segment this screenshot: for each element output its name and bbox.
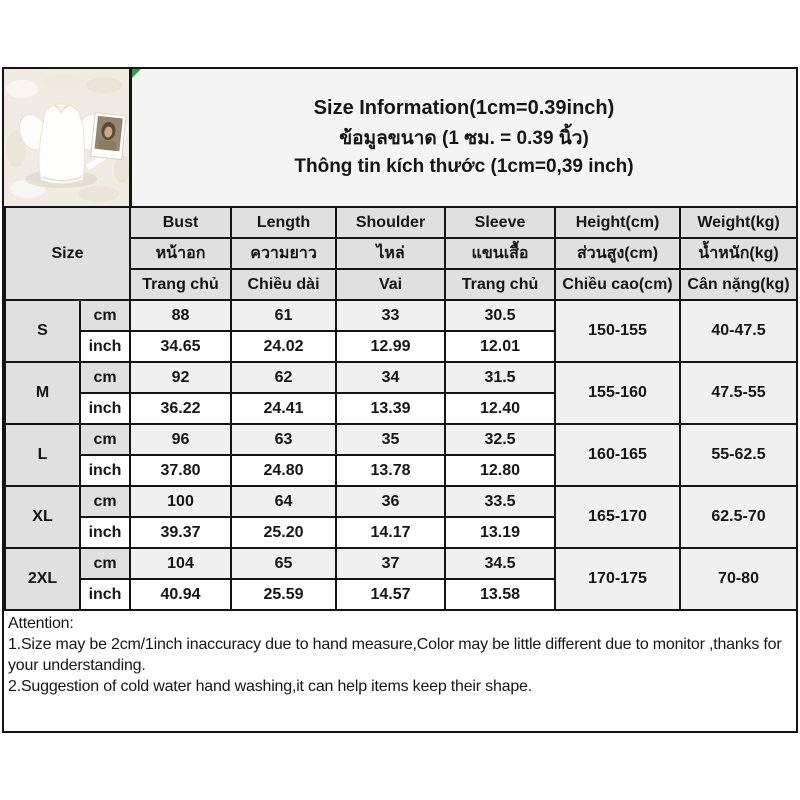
cell-m-length-cm: 62	[231, 362, 336, 393]
cell-2xl-sleeve-cm: 34.5	[445, 548, 555, 579]
row-s-cm	[5, 300, 797, 331]
cell-s-bust-inch: 34.65	[130, 331, 231, 362]
unit-inch: inch	[80, 579, 130, 610]
header-weight-vi: Cân nặng(kg)	[680, 269, 797, 300]
cell-xl-length-cm: 64	[231, 486, 336, 517]
cell-l-shoulder-inch: 13.78	[336, 455, 445, 486]
cell-xl-sleeve-inch: 13.19	[445, 517, 555, 548]
header-bust-en: Bust	[130, 207, 231, 238]
size-chart-sheet	[2, 67, 798, 733]
cell-2xl-shoulder-cm: 37	[336, 548, 445, 579]
cell-l-length-inch: 24.80	[231, 455, 336, 486]
cell-2xl-length-cm: 65	[231, 548, 336, 579]
header-shoulder-th: ไหล่	[336, 238, 445, 269]
unit-inch: inch	[80, 393, 130, 424]
cell-l-height: 160-165	[555, 424, 680, 486]
cell-xl-shoulder-cm: 36	[336, 486, 445, 517]
header-bust-th: หน้าอก	[130, 238, 231, 269]
cell-s-shoulder-cm: 33	[336, 300, 445, 331]
cell-s-height: 150-155	[555, 300, 680, 362]
cell-s-bust-cm: 88	[130, 300, 231, 331]
header-height-en: Height(cm)	[555, 207, 680, 238]
cell-2xl-bust-inch: 40.94	[130, 579, 231, 610]
cell-xl-height: 165-170	[555, 486, 680, 548]
cell-s-shoulder-inch: 12.99	[336, 331, 445, 362]
cell-xl-sleeve-cm: 33.5	[445, 486, 555, 517]
cell-2xl-height: 170-175	[555, 548, 680, 610]
unit-cm: cm	[80, 548, 130, 579]
header-length-en: Length	[231, 207, 336, 238]
cell-s-sleeve-inch: 12.01	[445, 331, 555, 362]
header-shoulder-en: Shoulder	[336, 207, 445, 238]
cell-m-sleeve-cm: 31.5	[445, 362, 555, 393]
cell-s-sleeve-cm: 30.5	[445, 300, 555, 331]
size-header: Size	[5, 207, 130, 300]
header-sleeve-en: Sleeve	[445, 207, 555, 238]
title-block	[132, 69, 796, 206]
cell-l-bust-inch: 37.80	[130, 455, 231, 486]
cell-l-weight: 55-62.5	[680, 424, 797, 486]
attention-note-2: 2.Suggestion of cold water hand washing,it can help items keep their shape.	[8, 678, 533, 695]
cell-s-weight: 40-47.5	[680, 300, 797, 362]
row-l-cm	[5, 424, 797, 455]
header-height-th: ส่วนสูง(cm)	[555, 238, 680, 269]
cell-xl-bust-inch: 39.37	[130, 517, 231, 548]
cell-l-bust-cm: 96	[130, 424, 231, 455]
product-photo-illustration	[4, 69, 129, 206]
cell-s-length-cm: 61	[231, 300, 336, 331]
cell-m-shoulder-inch: 13.39	[336, 393, 445, 424]
cell-l-shoulder-cm: 35	[336, 424, 445, 455]
attention-note-1: 1.Size may be 2cm/1inch inaccuracy due to hand measure,Color may be little different due to monitor ,thanks for your understanding.	[8, 636, 782, 674]
header-row	[4, 69, 796, 206]
cell-2xl-weight: 70-80	[680, 548, 797, 610]
cell-2xl-shoulder-inch: 14.57	[336, 579, 445, 610]
cell-xl-weight: 62.5-70	[680, 486, 797, 548]
cell-xl-shoulder-inch: 14.17	[336, 517, 445, 548]
cell-m-weight: 47.5-55	[680, 362, 797, 424]
header-sleeve-th: แขนเสื้อ	[445, 238, 555, 269]
cell-m-height: 155-160	[555, 362, 680, 424]
cell-l-length-cm: 63	[231, 424, 336, 455]
size-table	[4, 206, 798, 611]
header-length-vi: Chiều dài	[231, 269, 336, 300]
cell-l-sleeve-cm: 32.5	[445, 424, 555, 455]
cell-2xl-length-inch: 25.59	[231, 579, 336, 610]
cell-m-bust-inch: 36.22	[130, 393, 231, 424]
unit-cm: cm	[80, 362, 130, 393]
size-label-m: M	[5, 362, 80, 424]
cell-m-bust-cm: 92	[130, 362, 231, 393]
row-xl-cm	[5, 486, 797, 517]
title-vietnamese: Thông tin kích thước (1cm=0,39 inch)	[294, 156, 634, 177]
cell-xl-length-inch: 25.20	[231, 517, 336, 548]
unit-cm: cm	[80, 424, 130, 455]
header-sleeve-vi: Trang chủ	[445, 269, 555, 300]
header-weight-th: น้ำหนัก(kg)	[680, 238, 797, 269]
row-2xl-cm	[5, 548, 797, 579]
header-length-th: ความยาว	[231, 238, 336, 269]
header-bust-vi: Trang chủ	[130, 269, 231, 300]
header-height-vi: Chiều cao(cm)	[555, 269, 680, 300]
cell-2xl-sleeve-inch: 13.58	[445, 579, 555, 610]
cell-l-sleeve-inch: 12.80	[445, 455, 555, 486]
product-photo	[4, 69, 132, 206]
header-shoulder-vi: Vai	[336, 269, 445, 300]
unit-cm: cm	[80, 300, 130, 331]
unit-inch: inch	[80, 517, 130, 548]
row-m-cm	[5, 362, 797, 393]
title-thai: ข้อมูลขนาด (1 ซม. = 0.39 นิ้ว)	[339, 128, 589, 149]
unit-inch: inch	[80, 331, 130, 362]
cell-m-shoulder-cm: 34	[336, 362, 445, 393]
title-english: Size Information(1cm=0.39inch)	[313, 97, 615, 119]
header-row-english	[5, 207, 797, 238]
cell-m-sleeve-inch: 12.40	[445, 393, 555, 424]
size-label-l: L	[5, 424, 80, 486]
size-label-s: S	[5, 300, 80, 362]
size-label-2xl: 2XL	[5, 548, 80, 610]
header-weight-en: Weight(kg)	[680, 207, 797, 238]
cell-2xl-bust-cm: 104	[130, 548, 231, 579]
unit-cm: cm	[80, 486, 130, 517]
cell-xl-bust-cm: 100	[130, 486, 231, 517]
size-label-xl: XL	[5, 486, 80, 548]
corner-flag-icon	[132, 69, 141, 78]
cell-s-length-inch: 24.02	[231, 331, 336, 362]
unit-inch: inch	[80, 455, 130, 486]
attention-heading: Attention:	[8, 615, 74, 632]
cell-m-length-inch: 24.41	[231, 393, 336, 424]
attention-note	[4, 611, 796, 731]
